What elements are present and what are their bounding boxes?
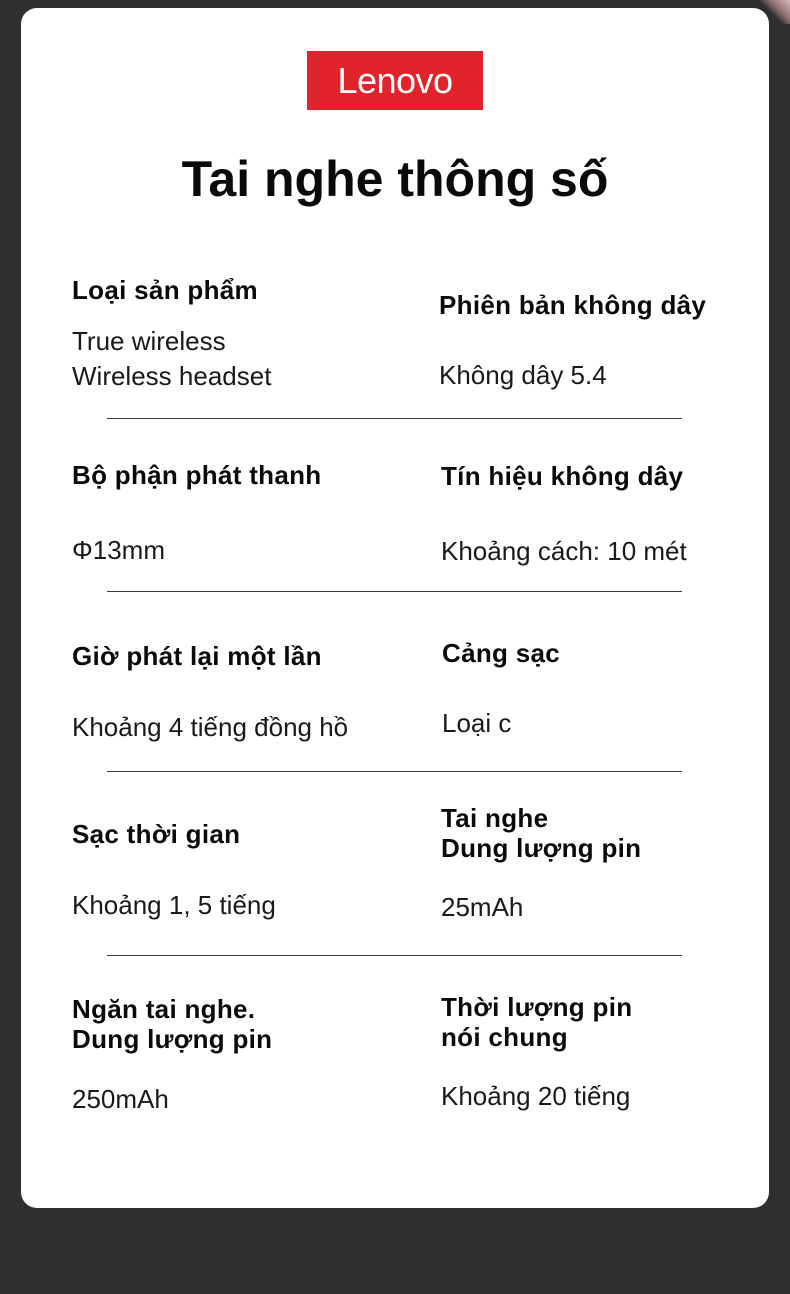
spec-label-single-playback: Giờ phát lại một lần (72, 641, 322, 671)
spec-value-total-battery: Khoảng 20 tiếng (441, 1081, 631, 1111)
spec-value-driver: Φ13mm (72, 535, 165, 565)
brand-logo: Lenovo (307, 51, 483, 110)
page-title: Tai nghe thông số (181, 151, 609, 207)
spec-value-wireless-signal: Khoảng cách: 10 mét (441, 536, 687, 566)
divider (107, 771, 682, 772)
spec-label-wireless-signal: Tín hiệu không dây (441, 461, 684, 491)
spec-value-product-type: True wireless Wireless headset (72, 326, 272, 391)
spec-label-charge-time: Sạc thời gian (72, 819, 241, 849)
spec-label-charging-port: Cảng sạc (442, 638, 561, 668)
spec-label-earbud-battery: Tai nghe Dung lượng pin (441, 803, 642, 863)
divider (107, 418, 682, 419)
spec-value-case-battery: 250mAh (72, 1084, 169, 1114)
spec-value-charging-port: Loại c (442, 708, 512, 738)
spec-value-wireless-version: Không dây 5.4 (439, 360, 607, 390)
spec-label-total-battery: Thời lượng pin nói chung (441, 992, 633, 1052)
spec-card (21, 8, 769, 1208)
spec-label-case-battery: Ngăn tai nghe. Dung lượng pin (72, 994, 273, 1054)
spec-value-single-playback: Khoảng 4 tiếng đồng hồ (72, 712, 349, 742)
spec-value-earbud-battery: 25mAh (441, 892, 524, 922)
divider (107, 591, 682, 592)
spec-value-charge-time: Khoảng 1, 5 tiếng (72, 890, 276, 920)
spec-label-wireless-version: Phiên bản không dây (439, 290, 707, 320)
spec-label-driver: Bộ phận phát thanh (72, 460, 322, 490)
spec-label-product-type: Loại sản phẩm (72, 275, 258, 305)
divider (107, 955, 682, 956)
